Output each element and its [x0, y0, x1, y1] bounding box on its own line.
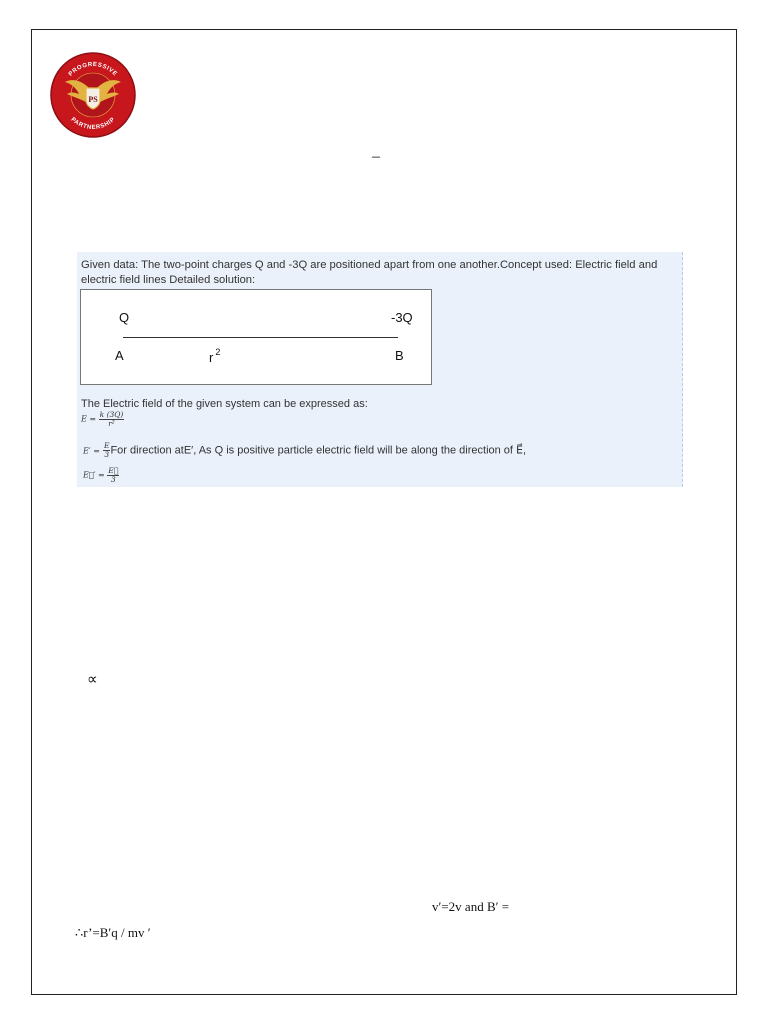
- proportional-symbol: ∝: [87, 670, 98, 688]
- point-b-label: B: [395, 348, 404, 363]
- svg-text:PROGRESSIVE: PROGRESSIVE: [67, 61, 119, 78]
- velocity-line: v′=2v and B′ =: [432, 899, 510, 914]
- distance-label: r $^2$: [209, 347, 221, 365]
- separation-line: [123, 337, 398, 338]
- svg-text:PARTNERSHIP: PARTNERSHIP: [69, 116, 117, 132]
- solution-intro: Given data: The two-point charges Q and -3Q are positioned apart from one another.Concept used: Electric field and electric field lines Detailed solution:: [81, 259, 658, 286]
- direction-equation: E′ = $\frac{E}{3}$ For direction atE′, As Q is positive particle electric field will be along the direction of E⃗,: [83, 441, 527, 459]
- charge-diagram: [80, 289, 432, 385]
- radius-line: ∴r’=B′q / mv ′: [75, 925, 151, 940]
- right-charge-label: -3Q: [391, 310, 413, 325]
- page-frame: [31, 29, 737, 995]
- left-charge-label: Q: [119, 310, 130, 325]
- point-a-label: A: [115, 348, 124, 363]
- field-equation: E = $\frac{k (3Q)}{\text{r²}}$: [81, 410, 124, 428]
- expression-intro: The Electric field of the given system can be expressed as:: [81, 398, 368, 410]
- svg-text:PS: PS: [88, 95, 98, 104]
- vector-equation: E⃗′ = $\frac{E⃗}{3}$: [83, 466, 119, 484]
- progressive-partnership-logo: [50, 52, 136, 138]
- stray-dash: –: [372, 148, 380, 165]
- solution-screenshot: [77, 252, 683, 487]
